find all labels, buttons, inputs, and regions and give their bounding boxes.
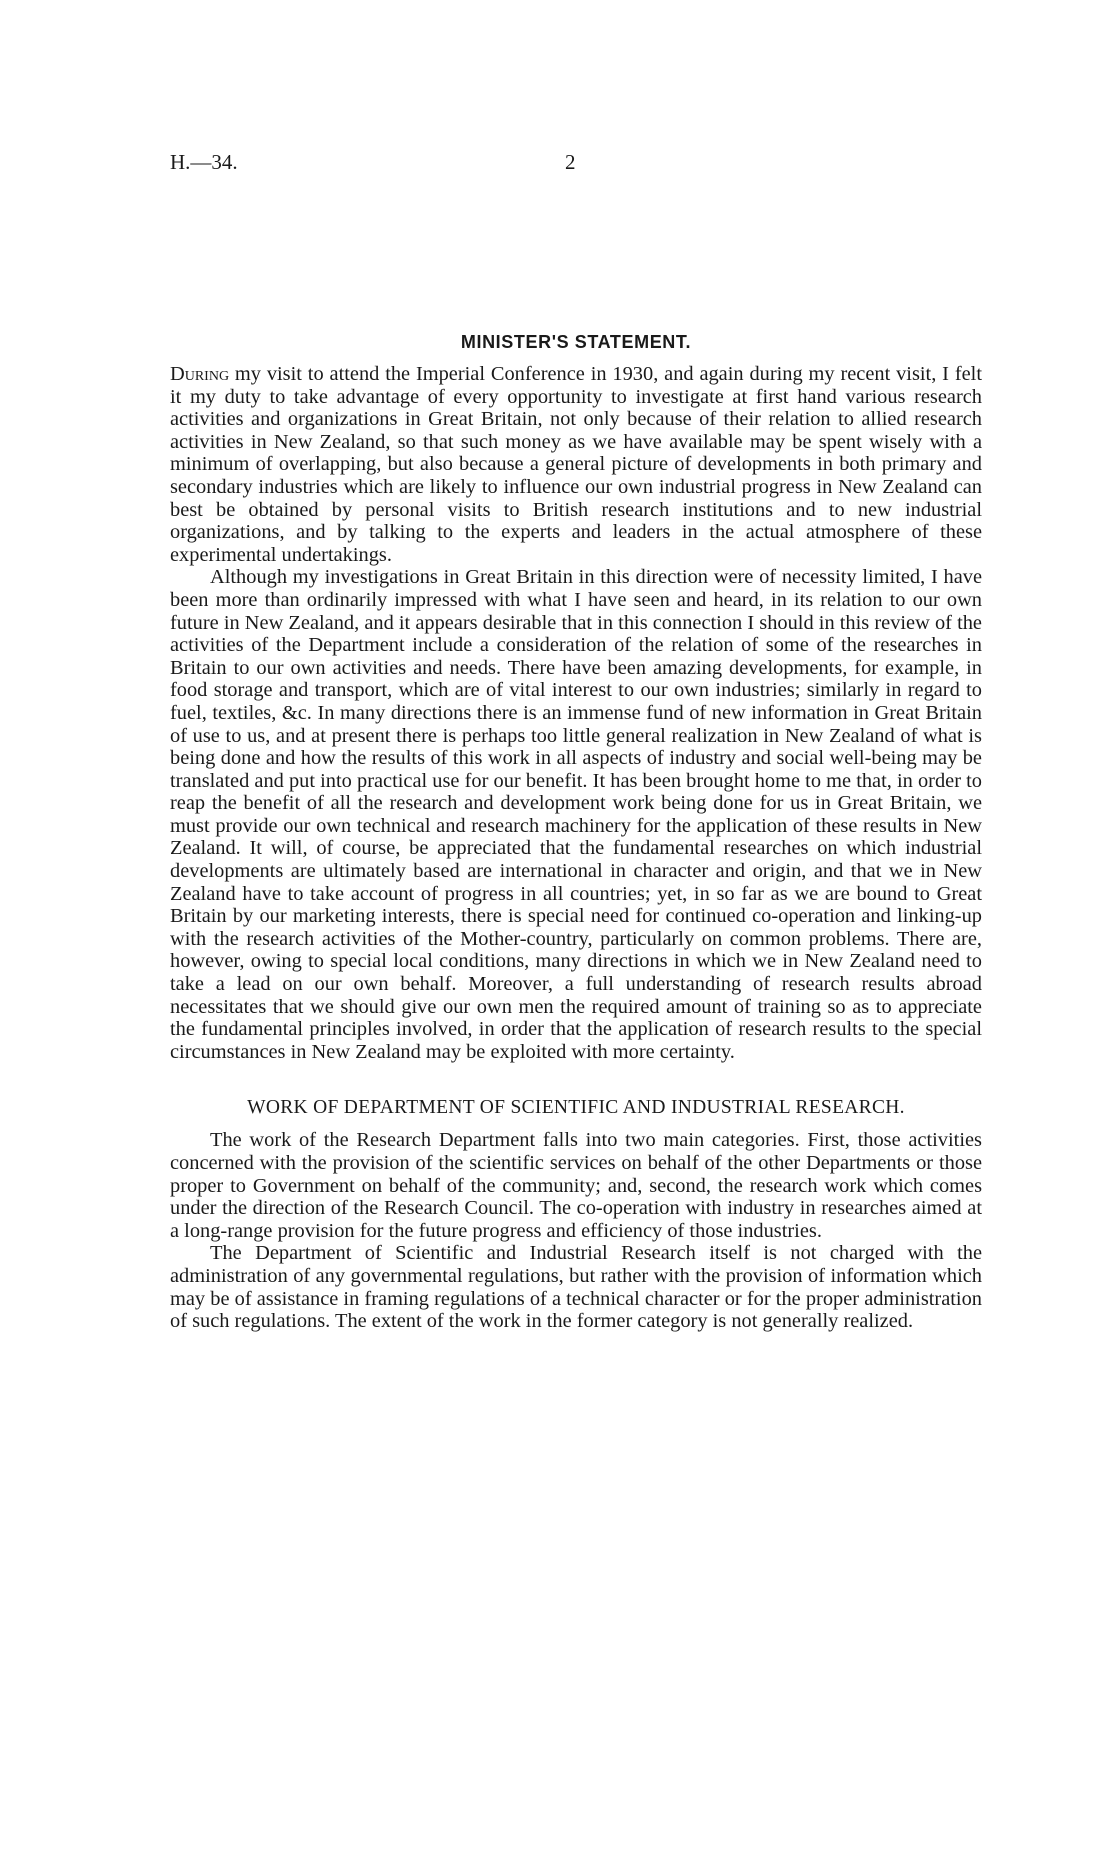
paragraph-text: my visit to attend the Imperial Conference in 1930, and again during my recent visit, I felt it my duty to take advantage of every opportunity to investigate at first hand various research activities and organizations in Great Britain, not only because of their relation to allied research activities in New Zealand, so that such money as we have available may be spent wisely with a minimum of overlapping, but also because a general picture of developments in both primary and secondary industries which are likely to influence our own industrial progress in New Zealand can best be obtained by personal visits to British research institutions and to new industrial organizations, and by talking to the experts and leaders in the actual atmosphere of these experimental undertakings.	[170, 363, 982, 566]
section-title-ministers-statement: MINISTER'S STATEMENT.	[460, 332, 692, 352]
opening-word: During	[170, 363, 230, 385]
paragraph-work-of-department-1: The work of the Research Department falls into two main categories. First, those activities concerned with the provision of the scientific services on behalf of the other Departments or those proper to Government on behalf of the community; and, second, the research work which comes under the direction of the Research Council. The co-operation with industry in researches aimed at a long-range provision for the future progress and efficiency of those industries.	[170, 1129, 982, 1242]
page-reference: H.—34.	[170, 150, 238, 174]
section-title-work-of-department: WORK OF DEPARTMENT OF SCIENTIFIC AND INDUSTRIAL RESEARCH.	[247, 1097, 905, 1119]
paragraph-work-of-department-2: The Department of Scientific and Industrial Research itself is not charged with the administration of any governmental regulations, but rather with the provision of information which may be of assistance in framing regulations of a technical character or for the proper administration of such regulations. The extent of the work in the former category is not generally realized.	[170, 1242, 982, 1333]
paragraph-ministers-statement-2: Although my investigations in Great Britain in this direction were of necessity limited, I have been more than ordinarily impressed with what I have seen and heard, in its relation to our own future in New Zealand, and it appears desirable that in this connection I should in this review of the activities of the Department include a consideration of the relation of some of the researches in Britain to our own activities and needs. There have been amazing developments, for example, in food storage and transport, which are of vital interest to our own industries; similarly in regard to fuel, textiles, &c. In many directions there is an immense fund of new information in Great Britain of use to us, and at present there is perhaps too little general realization in New Zealand of what is being done and how the results of this work in all aspects of industry and social well-being may be translated and put into practical use for our benefit. It has been brought home to me that, in order to reap the benefit of all the research and development work being done for us in Great Britain, we must provide our own technical and research machinery for the application of these results in New Zealand. It will, of course, be appreciated that the fundamental researches on which industrial developments are ultimately based are international in character and origin, and that we in New Zealand have to take account of progress in all countries; yet, in so far as we are bound to Great Britain by our marketing interests, there is special need for continued co-operation and linking-up with the research activities of the Mother-country, particularly on common problems. There are, however, owing to special local conditions, many directions in which we in New Zealand need to take a lead on our own behalf. Moreover, a full understanding of research results abroad necessitates that we should give our own men the required amount of training so as to appreciate the fundamental principles involved, in order that the application of research results to the special circumstances in New Zealand may be exploited with more certainty.	[170, 566, 982, 1063]
paragraph-ministers-statement-1	[170, 363, 982, 566]
page-body	[170, 332, 982, 1333]
page-number: 2	[565, 150, 576, 174]
